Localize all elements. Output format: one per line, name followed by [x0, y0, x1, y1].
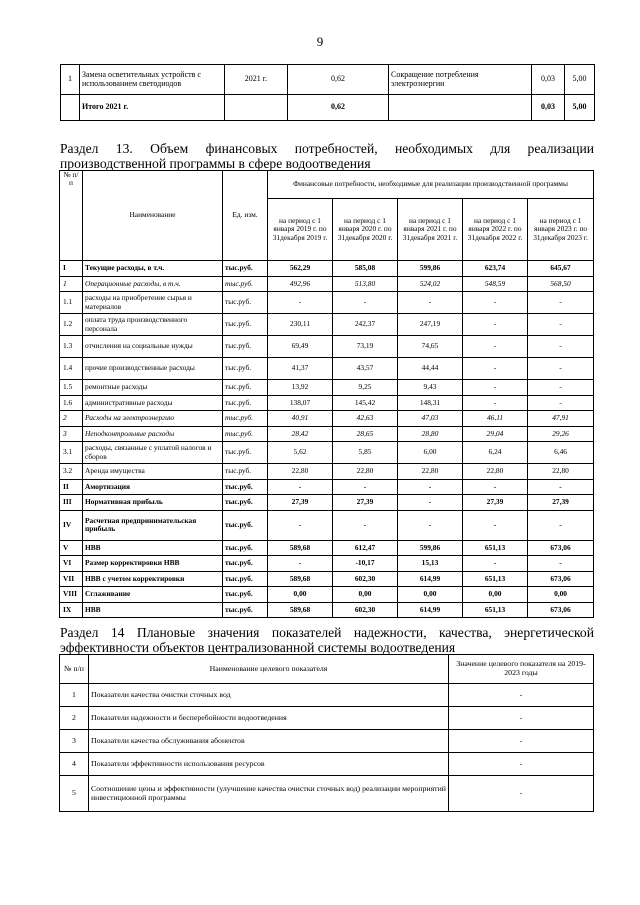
item-name: оплата труда производственного персонала	[83, 314, 223, 336]
value-2020: -	[333, 292, 398, 314]
indicator-value: -	[449, 753, 594, 776]
item-name: НВВ	[83, 540, 223, 556]
item-name: Размер корректировки НВВ	[83, 556, 223, 572]
item-unit: тыс.руб.	[223, 442, 268, 464]
row-number: 1	[60, 276, 83, 292]
item-unit: тыс.руб.	[223, 380, 268, 396]
item-unit: тыс.руб.	[223, 292, 268, 314]
row-number: I	[60, 261, 83, 277]
value-2022: 651,13	[463, 571, 528, 587]
item-unit: тыс.руб.	[223, 276, 268, 292]
value-2023: 47,91	[528, 411, 594, 427]
value-2022: 623,74	[463, 261, 528, 277]
value-2021: 15,13	[398, 556, 463, 572]
value-2021: 614,99	[398, 602, 463, 618]
measure-year: 2021 г.	[225, 65, 288, 95]
s14-header-num: № п/п	[60, 655, 89, 684]
value-2019: 0,00	[268, 587, 333, 603]
s13-header-period: на период с 1 января 2020 г. по 31декабря 2020 г.	[333, 199, 398, 261]
item-name: административные расходы	[83, 395, 223, 411]
value-2021: 44,44	[398, 358, 463, 380]
value-2022: -	[463, 395, 528, 411]
value-2019: -	[268, 479, 333, 495]
value-2021: 148,31	[398, 395, 463, 411]
value-2022: 6,24	[463, 442, 528, 464]
value-2023: 22,80	[528, 464, 594, 480]
table-row	[60, 261, 594, 277]
item-name: Сглаживание	[83, 587, 223, 603]
item-name: НВВ с учетом корректировки	[83, 571, 223, 587]
row-number: 1.2	[60, 314, 83, 336]
row-number: VI	[60, 556, 83, 572]
row-number: 1.5	[60, 380, 83, 396]
row-number: 3.2	[60, 464, 83, 480]
item-name: Нормативная прибыль	[83, 495, 223, 511]
top-table	[60, 64, 595, 121]
row-number: 1.3	[60, 336, 83, 358]
effect-value-2: 5,00	[565, 65, 595, 95]
value-2023: -	[528, 292, 594, 314]
value-2020: 73,19	[333, 336, 398, 358]
table-row	[60, 442, 594, 464]
indicator-value: -	[449, 776, 594, 812]
section-13-title-line1: Раздел 13. Объем финансовых потребностей, необходимых для реализации	[60, 141, 594, 156]
indicator-name: Показатели качества обслуживания абонентов	[89, 730, 449, 753]
section-13-title-line2: производственной программы в сфере водоотведения	[60, 156, 371, 171]
value-2023: -	[528, 314, 594, 336]
item-unit: тыс.руб.	[223, 495, 268, 511]
section-13-table	[59, 170, 594, 618]
value-2020: -10,17	[333, 556, 398, 572]
value-2021: 9,43	[398, 380, 463, 396]
value-2020: 612,47	[333, 540, 398, 556]
item-name: Амортизация	[83, 479, 223, 495]
table-row	[60, 426, 594, 442]
value-2021: -	[398, 479, 463, 495]
row-number: III	[60, 495, 83, 511]
value-2022: -	[463, 314, 528, 336]
value-2021: 599,86	[398, 261, 463, 277]
section-14-table	[59, 654, 594, 812]
item-name: НВВ	[83, 602, 223, 618]
measure-effect: Сокращение потребления электроэнергии	[389, 65, 532, 95]
s13-header-unit: Ед. изм.	[223, 171, 268, 261]
value-2022: 22,80	[463, 464, 528, 480]
value-2023: -	[528, 395, 594, 411]
value-2021: 22,80	[398, 464, 463, 480]
item-unit: тыс.руб.	[223, 411, 268, 427]
table-row	[60, 510, 594, 540]
value-2022: -	[463, 380, 528, 396]
row-number: V	[60, 540, 83, 556]
s13-header-period: на период с 1 января 2023 г. по 31декабря 2023 г.	[528, 199, 594, 261]
value-2021: 0,00	[398, 587, 463, 603]
table-row	[60, 479, 594, 495]
row-number: 2	[60, 707, 89, 730]
value-2019: 5,62	[268, 442, 333, 464]
value-2022: 0,00	[463, 587, 528, 603]
item-name: Расчетная предпринимательская прибыль	[83, 510, 223, 540]
value-2023: -	[528, 358, 594, 380]
s14-header-value: Значение целевого показателя на 2019-2023 годы	[449, 655, 594, 684]
value-2019: 22,80	[268, 464, 333, 480]
item-unit: тыс.руб.	[223, 556, 268, 572]
value-2023: 673,06	[528, 540, 594, 556]
value-2020: -	[333, 510, 398, 540]
value-2022: 29,04	[463, 426, 528, 442]
value-2020: 42,63	[333, 411, 398, 427]
value-2022: -	[463, 479, 528, 495]
table-row	[60, 707, 594, 730]
value-2020: 145,42	[333, 395, 398, 411]
item-name: Операционные расходы, в т.ч.	[83, 276, 223, 292]
measure-name: Замена осветительных устройств с использованием светодиодов	[80, 65, 225, 95]
value-2021: -	[398, 510, 463, 540]
table-row	[60, 587, 594, 603]
table-row	[60, 292, 594, 314]
value-2021: 47,03	[398, 411, 463, 427]
value-2019: 28,42	[268, 426, 333, 442]
value-2020: 242,37	[333, 314, 398, 336]
value-2019: -	[268, 292, 333, 314]
item-unit: тыс.руб.	[223, 426, 268, 442]
s13-header-group: Финансовые потребности, необходимые для реализации производственной программы	[268, 171, 594, 199]
value-2019: 562,29	[268, 261, 333, 277]
value-2022: -	[463, 358, 528, 380]
row-number: 1	[61, 65, 80, 95]
row-number: II	[60, 479, 83, 495]
value-2023: -	[528, 479, 594, 495]
measure-cost: 0,62	[288, 95, 389, 121]
section-14-title-line1: Раздел 14 Плановые значения показателей надежности, качества, энергетической	[60, 625, 594, 640]
value-2022: 548,59	[463, 276, 528, 292]
value-2021: 6,00	[398, 442, 463, 464]
row-number: 5	[60, 776, 89, 812]
item-name: расходы на приобретение сырья и материалов	[83, 292, 223, 314]
value-2020: 585,08	[333, 261, 398, 277]
value-2019: 589,68	[268, 571, 333, 587]
value-2022: -	[463, 556, 528, 572]
item-unit: тыс.руб.	[223, 314, 268, 336]
item-name: Расходы на электроэнергию	[83, 411, 223, 427]
value-2022: 46,11	[463, 411, 528, 427]
value-2019: 230,11	[268, 314, 333, 336]
value-2023: 645,67	[528, 261, 594, 277]
value-2023: 29,26	[528, 426, 594, 442]
value-2019: 13,92	[268, 380, 333, 396]
value-2023: 568,50	[528, 276, 594, 292]
table-row	[60, 395, 594, 411]
effect-value-1: 0,03	[532, 95, 565, 121]
table-row	[60, 495, 594, 511]
value-2022: 651,13	[463, 602, 528, 618]
value-2020: 0,00	[333, 587, 398, 603]
item-unit: тыс.руб.	[223, 602, 268, 618]
table-row	[60, 753, 594, 776]
value-2020: 27,39	[333, 495, 398, 511]
value-2019: 589,68	[268, 540, 333, 556]
value-2021: -	[398, 292, 463, 314]
value-2021: 247,19	[398, 314, 463, 336]
value-2022: -	[463, 336, 528, 358]
table-row	[61, 65, 595, 95]
row-number: VIII	[60, 587, 83, 603]
measure-name: Итого 2021 г.	[80, 95, 225, 121]
indicator-name: Показатели надежности и бесперебойности водоотведения	[89, 707, 449, 730]
effect-value-2: 5,00	[565, 95, 595, 121]
value-2019: -	[268, 510, 333, 540]
value-2020: 43,57	[333, 358, 398, 380]
table-row	[60, 684, 594, 707]
s13-header-period: на период с 1 января 2019 г. по 31декабря 2019 г.	[268, 199, 333, 261]
s13-header-period: на период с 1 января 2021 г. по 31декабря 2021 г.	[398, 199, 463, 261]
row-number: 4	[60, 753, 89, 776]
row-number: 1	[60, 684, 89, 707]
table-row	[60, 358, 594, 380]
s13-header-name: Наименование	[83, 171, 223, 261]
indicator-name: Показатели эффективности использования ресурсов	[89, 753, 449, 776]
value-2021: 599,86	[398, 540, 463, 556]
table-row	[60, 776, 594, 812]
table-row	[60, 556, 594, 572]
row-number: 1.6	[60, 395, 83, 411]
indicator-value: -	[449, 730, 594, 753]
table-row	[61, 95, 595, 121]
table-row	[60, 336, 594, 358]
indicator-value: -	[449, 684, 594, 707]
value-2021: 74,65	[398, 336, 463, 358]
indicator-name: Соотношение цены и эффективности (улучшение качества очистки сточных вод) реализации мероприятий инвестиционной программы	[89, 776, 449, 812]
value-2020: 22,80	[333, 464, 398, 480]
effect-value-1: 0,03	[532, 65, 565, 95]
page-number: 9	[316, 34, 324, 49]
row-number: 2	[60, 411, 83, 427]
value-2023: -	[528, 336, 594, 358]
row-number: 1.4	[60, 358, 83, 380]
value-2020: 5,85	[333, 442, 398, 464]
table-row	[60, 571, 594, 587]
value-2020: 602,30	[333, 602, 398, 618]
table-row	[60, 602, 594, 618]
section-14-title	[60, 625, 594, 655]
item-name: отчисления на социальные нужды	[83, 336, 223, 358]
item-unit: тыс.руб.	[223, 464, 268, 480]
value-2020: 513,80	[333, 276, 398, 292]
table-row	[60, 411, 594, 427]
table-row	[60, 464, 594, 480]
row-number: 1.1	[60, 292, 83, 314]
s14-header-name: Наименование целевого показателя	[89, 655, 449, 684]
value-2022: -	[463, 510, 528, 540]
value-2022: -	[463, 292, 528, 314]
value-2020: 28,65	[333, 426, 398, 442]
value-2020: 602,30	[333, 571, 398, 587]
value-2023: -	[528, 510, 594, 540]
value-2023: 673,06	[528, 602, 594, 618]
row-number: VII	[60, 571, 83, 587]
item-name: Неподконтрольные расходы	[83, 426, 223, 442]
value-2021: 524,02	[398, 276, 463, 292]
row-number: 3	[60, 730, 89, 753]
item-unit: тыс.руб.	[223, 479, 268, 495]
item-name: ремонтные расходы	[83, 380, 223, 396]
item-name: прочие производственные расходы	[83, 358, 223, 380]
indicator-value: -	[449, 707, 594, 730]
table-row	[60, 276, 594, 292]
item-name: Аренда имущества	[83, 464, 223, 480]
value-2023: 6,46	[528, 442, 594, 464]
row-number: 3.1	[60, 442, 83, 464]
value-2022: 27,39	[463, 495, 528, 511]
indicator-name: Показатели качества очистки сточных вод	[89, 684, 449, 707]
table-row	[60, 540, 594, 556]
item-unit: тыс.руб.	[223, 587, 268, 603]
row-number: IV	[60, 510, 83, 540]
value-2023: 0,00	[528, 587, 594, 603]
item-name: Текущие расходы, в т.ч.	[83, 261, 223, 277]
measure-effect	[389, 95, 532, 121]
value-2022: 651,13	[463, 540, 528, 556]
value-2019: 492,96	[268, 276, 333, 292]
item-unit: тыс.руб.	[223, 540, 268, 556]
table-row	[60, 380, 594, 396]
item-unit: тыс.руб.	[223, 336, 268, 358]
value-2021: 614,99	[398, 571, 463, 587]
value-2023: -	[528, 380, 594, 396]
item-unit: тыс.руб.	[223, 358, 268, 380]
s13-header-num: № п/п	[60, 171, 83, 261]
value-2020: 9,25	[333, 380, 398, 396]
value-2021: -	[398, 495, 463, 511]
value-2019: 40,91	[268, 411, 333, 427]
item-unit: тыс.руб.	[223, 510, 268, 540]
item-unit: тыс.руб.	[223, 261, 268, 277]
row-number: 3	[60, 426, 83, 442]
table-row	[60, 314, 594, 336]
section-13-title	[60, 141, 594, 171]
measure-year	[225, 95, 288, 121]
value-2019: 69,49	[268, 336, 333, 358]
value-2019: 27,39	[268, 495, 333, 511]
value-2023: 673,06	[528, 571, 594, 587]
item-unit: тыс.руб.	[223, 571, 268, 587]
value-2019: 41,37	[268, 358, 333, 380]
value-2019: -	[268, 556, 333, 572]
value-2023: -	[528, 556, 594, 572]
value-2020: -	[333, 479, 398, 495]
measure-cost: 0,62	[288, 65, 389, 95]
row-number: IX	[60, 602, 83, 618]
item-unit: тыс.руб.	[223, 395, 268, 411]
row-number	[61, 95, 80, 121]
value-2019: 138,07	[268, 395, 333, 411]
value-2023: 27,39	[528, 495, 594, 511]
table-row	[60, 730, 594, 753]
value-2021: 28,80	[398, 426, 463, 442]
section-14-title-line2: эффективности объектов централизованной системы водоотведения	[60, 640, 456, 655]
value-2019: 589,68	[268, 602, 333, 618]
item-name: расходы, связанные с уплатой налогов и сборов	[83, 442, 223, 464]
s13-header-period: на период с 1 января 2022 г. по 31декабря 2022 г.	[463, 199, 528, 261]
